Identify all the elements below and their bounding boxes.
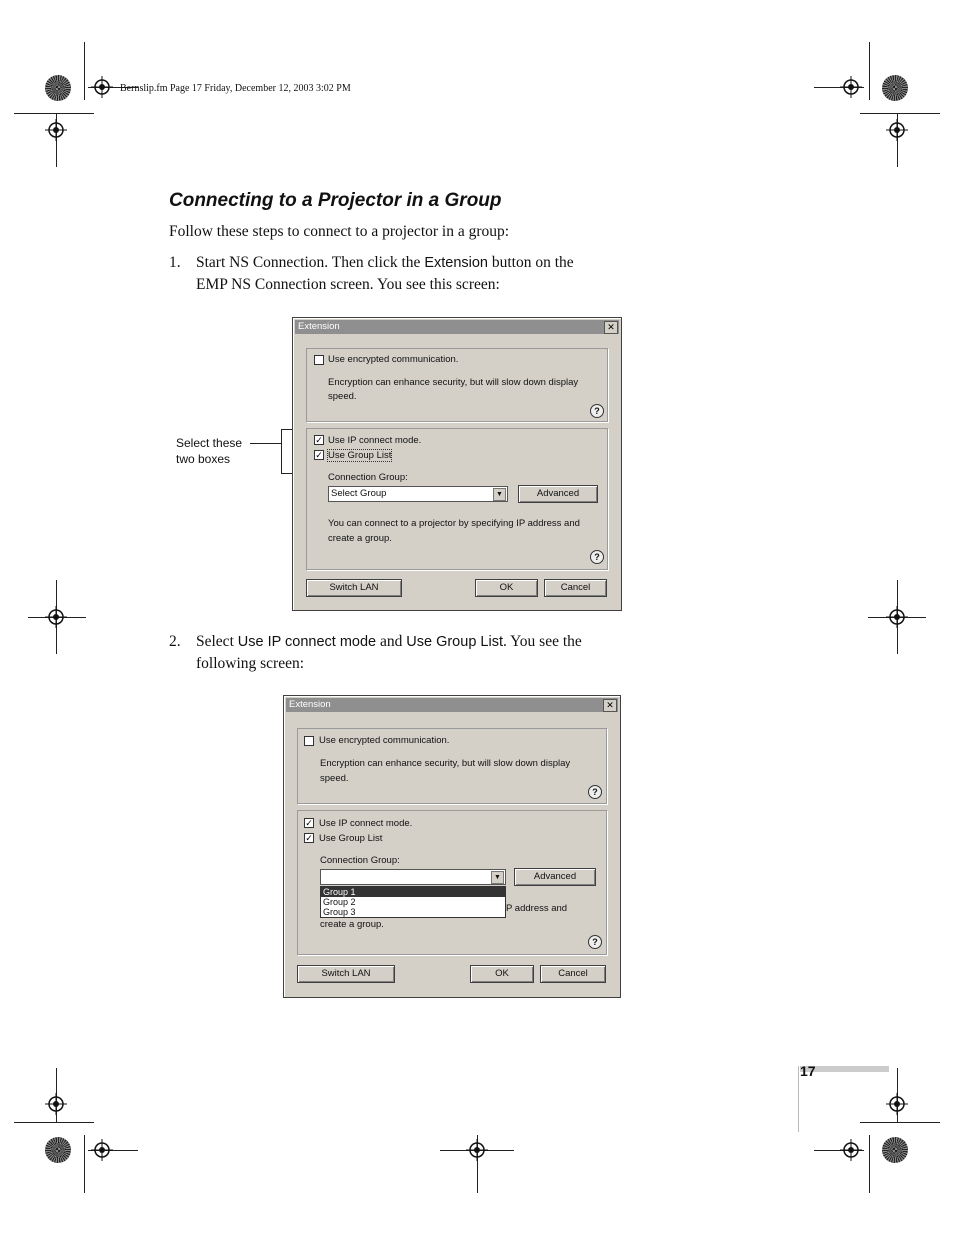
encrypt-description: speed. (320, 773, 349, 784)
connection-group-select[interactable] (328, 486, 508, 502)
encrypt-description: speed. (328, 391, 357, 402)
registration-target-icon (840, 1139, 862, 1161)
help-icon[interactable]: ? (590, 550, 604, 564)
registration-target-icon (45, 606, 67, 628)
callout-label (176, 435, 242, 467)
step-text: Select (196, 633, 238, 650)
step-1-line-2: EMP NS Connection screen. You see this screen: (196, 276, 500, 293)
switch-lan-button[interactable]: Switch LAN (306, 579, 402, 597)
ip-mode-checkbox[interactable]: ✓ (305, 818, 313, 828)
group-list-checkbox[interactable]: ✓ (305, 833, 313, 843)
ui-term: Extension (424, 255, 488, 271)
registration-target-icon (45, 119, 67, 141)
step-text: . You see the (502, 633, 582, 650)
help-icon[interactable]: ? (590, 404, 604, 418)
registration-target-icon (45, 1093, 67, 1115)
list-item[interactable]: Group 1 (321, 887, 505, 897)
ok-button[interactable]: OK (470, 965, 534, 983)
chevron-down-icon[interactable]: ▼ (491, 871, 504, 884)
encrypt-label: Use encrypted communication. (328, 354, 459, 365)
registration-target-icon (886, 119, 908, 141)
ok-button[interactable]: OK (475, 579, 538, 597)
sunburst-mark-bottom-right (882, 1137, 908, 1163)
step-text: button on the (488, 254, 574, 271)
cancel-button[interactable]: Cancel (540, 965, 606, 983)
ip-description: You can connect to a projector by specifying IP address and (328, 518, 580, 529)
dialog-title: Extension (289, 699, 331, 710)
step-1-line-1 (196, 252, 574, 274)
registration-target-icon (840, 76, 862, 98)
step-2-line-2: following screen: (196, 655, 305, 672)
step-2-line-1 (196, 631, 582, 653)
ip-mode-label: Use IP connect mode. (328, 435, 422, 446)
registration-target-icon (91, 76, 113, 98)
connection-group-label: Connection Group: (320, 855, 400, 866)
list-item[interactable]: Group 2 (323, 897, 356, 907)
extension-dialog (292, 317, 622, 611)
close-icon[interactable]: ✕ (603, 699, 617, 712)
cancel-button[interactable]: Cancel (544, 579, 607, 597)
callout-line: two boxes (176, 452, 231, 466)
intro-paragraph: Follow these steps to connect to a projector in a group: (169, 223, 510, 240)
ip-description: create a group. (320, 919, 384, 930)
encrypt-checkbox[interactable] (304, 736, 314, 746)
ui-term: Use IP connect mode (237, 634, 377, 650)
step-number: 1. (169, 254, 181, 271)
registration-target-icon (886, 1093, 908, 1115)
encrypt-label: Use encrypted communication. (319, 735, 450, 746)
ip-mode-checkbox[interactable]: ✓ (315, 435, 323, 445)
step-number: 2. (169, 633, 181, 650)
encrypt-checkbox[interactable] (314, 355, 324, 365)
switch-lan-button[interactable]: Switch LAN (297, 965, 395, 983)
ip-description: P address and (506, 903, 568, 914)
help-icon[interactable]: ? (588, 935, 602, 949)
step-text: Start NS Connection. Then click the (196, 254, 425, 271)
step-text: and (376, 633, 407, 650)
group-dropdown-list[interactable] (320, 886, 506, 918)
ui-term: Use Group List (406, 634, 503, 650)
connection-group-select[interactable] (320, 869, 506, 885)
encrypt-description: Encryption can enhance security, but will slow down display (320, 758, 571, 769)
group-list-label: Use Group List (328, 450, 392, 461)
list-item[interactable]: Group 3 (323, 907, 356, 917)
file-header-info: Bernslip.fm Page 17 Friday, December 12, 2003 3:02 PM (120, 83, 351, 94)
encrypt-description: Encryption can enhance security, but will slow down display (328, 377, 579, 388)
section-heading: Connecting to a Projector in a Group (169, 190, 502, 211)
group-list-checkbox[interactable]: ✓ (315, 450, 323, 460)
callout-leader (250, 443, 281, 444)
ip-mode-label: Use IP connect mode. (319, 818, 413, 829)
dialog-title: Extension (298, 321, 340, 332)
dialog-titlebar (286, 698, 618, 712)
registration-target-icon (466, 1139, 488, 1161)
sunburst-mark-bottom-left (45, 1137, 71, 1163)
page-number: 17 (800, 1063, 816, 1079)
sunburst-mark-top-left (45, 75, 71, 101)
connection-group-label: Connection Group: (328, 472, 408, 483)
registration-target-icon (91, 1139, 113, 1161)
callout-line: Select these (176, 436, 243, 450)
advanced-button[interactable]: Advanced (518, 485, 598, 503)
sunburst-mark-top-right (882, 75, 908, 101)
callout-bracket (281, 429, 282, 473)
extension-dialog (283, 695, 621, 998)
help-icon[interactable]: ? (588, 785, 602, 799)
registration-target-icon (886, 606, 908, 628)
ip-description: create a group. (328, 533, 392, 544)
chevron-down-icon[interactable]: ▼ (493, 488, 506, 501)
group-list-label: Use Group List (319, 833, 383, 844)
advanced-button[interactable]: Advanced (514, 868, 596, 886)
close-icon[interactable]: ✕ (604, 321, 618, 334)
select-value: Select Group (331, 488, 387, 499)
dialog-titlebar (295, 320, 619, 334)
